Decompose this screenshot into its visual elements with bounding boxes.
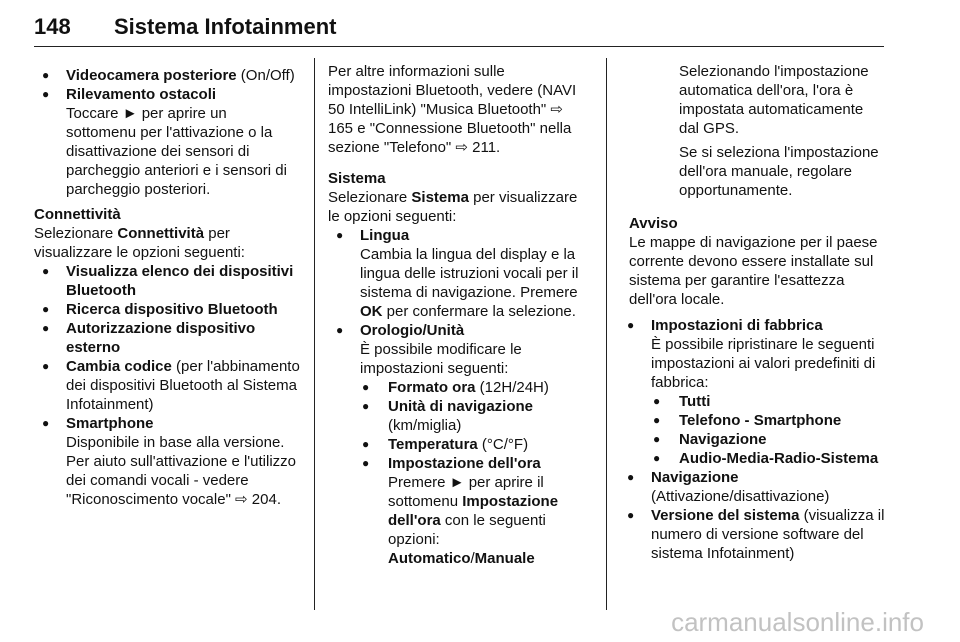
item-description: Cambia la lingua del display e la lingua delle istruzioni vocali per il sistema di navigazione. Premere OK per confermare la selezione.	[360, 246, 579, 320]
paragraph: Selezionando l'impostazione automatica dell'ora, l'ora è impostata automaticamente dal GPS.	[679, 63, 869, 137]
list-item: ● Navigazione (Attivazione/disattivazione)	[619, 468, 887, 506]
list-item: ● Rilevamento ostacoli	[34, 85, 300, 104]
list-item: ● Lingua	[328, 226, 592, 245]
column-divider-2	[606, 58, 607, 610]
column-1	[34, 62, 300, 509]
list-item: ● Impostazioni di fabbrica	[619, 316, 887, 335]
watermark: carmanualsonline.info	[671, 607, 924, 637]
sub-list-item: ● Tutti	[619, 392, 887, 411]
item-description: Automatico/Manuale	[388, 550, 535, 567]
list-item: ● Visualizza elenco dei dispositivi Bluetooth	[34, 262, 300, 300]
notice-box	[619, 214, 887, 309]
item-description: Premere ► per aprire il sottomenu Impostazione dell'ora con le seguenti opzioni:	[388, 474, 559, 548]
list-item: ● Smartphone	[34, 414, 300, 433]
sub-list-item: ● Audio-Media-Radio-Sistema	[619, 449, 887, 468]
page-number: 148	[34, 14, 71, 39]
sub-list-item: ● Telefono - Smartphone	[619, 411, 887, 430]
paragraph: Se si seleziona l'impostazione dell'ora manuale, regolare opportunamente.	[679, 144, 879, 199]
notice-text: Le mappe di navigazione per il paese corrente devono essere installate sul sistema per garantire l'esattezza dell'ora locale.	[629, 234, 878, 308]
item-description: È possibile ripristinare le seguenti impostazioni ai valori predefiniti di fabbrica:	[651, 336, 876, 391]
sub-list-item: ● Navigazione	[619, 430, 887, 449]
list-item: ● Orologio/Unità	[328, 321, 592, 340]
list-item: ● Autorizzazione dispositivo esterno	[34, 319, 300, 357]
section-heading: Sistema	[328, 170, 386, 187]
paragraph: Per altre informazioni sulle impostazioni Bluetooth, vedere (NAVI 50 IntelliLink) "Musica Bluetooth" ⇨ 165 e "Connessione Bluetooth" nella sezione "Telefono" ⇨ 211.	[328, 63, 577, 156]
list-item: ● Versione del sistema (visualizza il numero di versione software del sistema Infotainment)	[619, 506, 887, 563]
list-item: ● Ricerca dispositivo Bluetooth	[34, 300, 300, 319]
sub-list-item: ● Temperatura (°C/°F)	[328, 435, 592, 454]
sub-list-item: ● Formato ora (12H/24H)	[328, 378, 592, 397]
list-item: ● Cambia codice (per l'abbinamento dei dispositivi Bluetooth al Sistema Infotainment)	[34, 357, 300, 414]
page-header	[34, 6, 884, 47]
item-description: È possibile modificare le impostazioni seguenti:	[360, 341, 522, 377]
notice-title: Avviso	[629, 215, 678, 232]
item-description: Toccare ► per aprire un sottomenu per l'attivazione o la disattivazione dei sensori di parcheggio anteriori e i sensori di parcheggio posteriori.	[66, 105, 287, 198]
section-heading: Connettività	[34, 206, 121, 223]
list-item: ● Videocamera posteriore (On/Off)	[34, 66, 300, 85]
item-description: Per aiuto sull'attivazione e l'utilizzo dei comandi vocali - vedere "Riconoscimento vocale" ⇨ 204.	[66, 453, 297, 508]
column-2	[328, 62, 592, 568]
section-intro: Selezionare Sistema per visualizzare le opzioni seguenti:	[328, 189, 578, 225]
page-title: Sistema Infotainment	[114, 14, 337, 39]
sub-list-item: ● Impostazione dell'ora	[328, 454, 592, 473]
item-description: Disponibile in base alla versione.	[66, 434, 285, 451]
sub-list-item: ● Unità di navigazione (km/miglia)	[328, 397, 592, 435]
column-3	[619, 62, 887, 563]
section-intro: Selezionare Connettività per visualizzare le opzioni seguenti:	[34, 225, 245, 261]
column-divider-1	[314, 58, 315, 610]
